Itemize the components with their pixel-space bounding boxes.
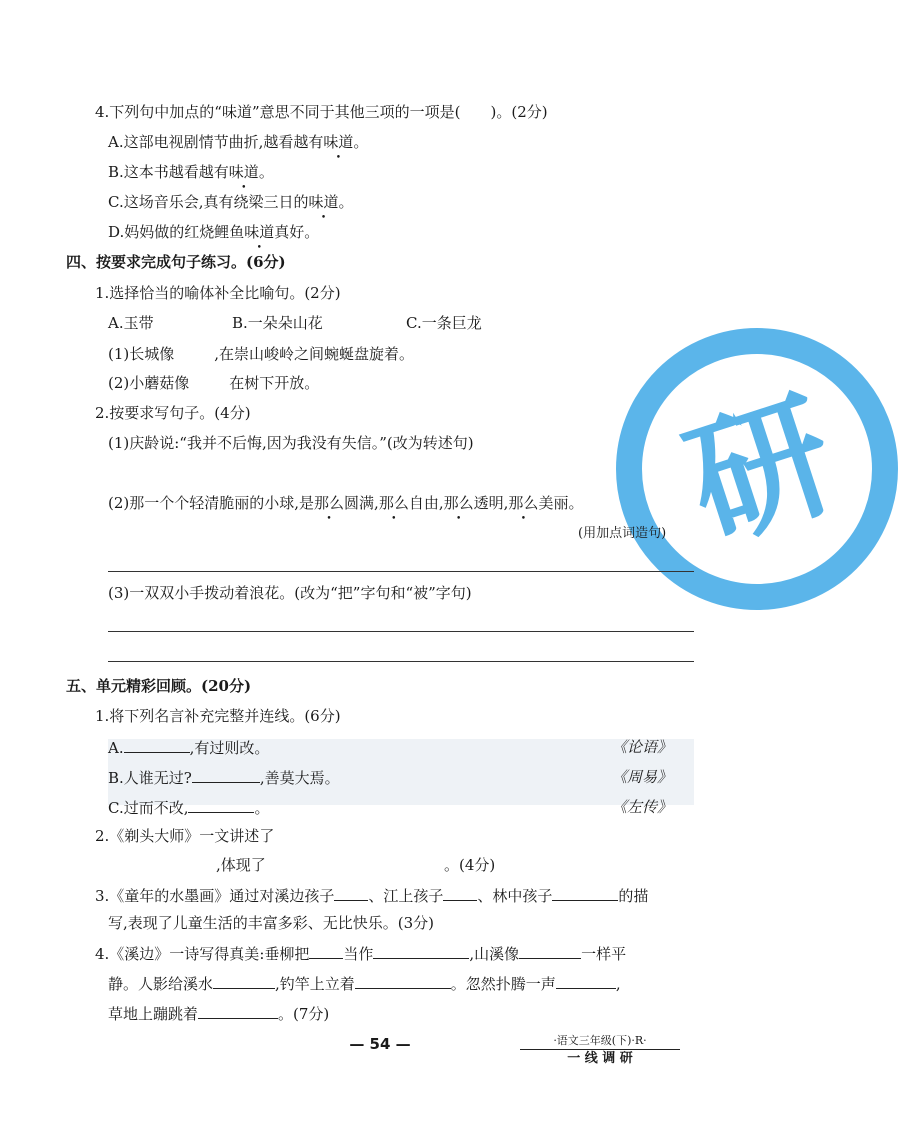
section-4-title: 四、按要求完成句子练习。(6分) bbox=[66, 253, 286, 271]
q4-option-c[interactable]: C.这场音乐会,真有绕梁三日的味道。 bbox=[108, 193, 354, 211]
s5-q3-line-1: 3.《童年的水墨画》通过对溪边孩子 、江上孩子 、林中孩子 的描 bbox=[95, 887, 649, 905]
s5-q4-blank-5[interactable] bbox=[355, 973, 451, 989]
footer-grade: ·语文三年级(下)·R· bbox=[520, 1033, 680, 1050]
quote-blank-b[interactable] bbox=[192, 767, 260, 783]
s5-q2-middle: ,体现了 bbox=[216, 856, 266, 874]
quote-blank-c[interactable] bbox=[188, 797, 254, 813]
answer-line-3[interactable] bbox=[108, 631, 694, 632]
s4-q1-option-c: C.一条巨龙 bbox=[406, 314, 482, 332]
page-number: — 54 — bbox=[349, 1035, 411, 1053]
s4-q1-sentence-1: (1)长城像 ,在崇山峻岭之间蜿蜒盘旋着。 bbox=[108, 345, 415, 363]
s5-q3-blank-3[interactable] bbox=[552, 885, 618, 901]
s4-q2-note: (用加点词造句) bbox=[578, 526, 667, 541]
s4-q2-sentence-1: (1)庆龄说:“我并不后悔,因为我没有失信。”(改为转述句) bbox=[108, 434, 474, 452]
answer-line-4[interactable] bbox=[108, 661, 694, 662]
s5-q2-end: 。(4分) bbox=[444, 856, 496, 874]
quote-blank-a[interactable] bbox=[124, 737, 190, 753]
quote-row-c: C.过而不改, 。 bbox=[108, 799, 270, 817]
s5-q4-blank-4[interactable] bbox=[213, 973, 275, 989]
s4-q1-blank-1[interactable] bbox=[174, 344, 214, 359]
watermark-char: 研 bbox=[669, 372, 853, 571]
s5-q3-line-2: 写,表现了儿童生活的丰富多彩、无比快乐。(3分) bbox=[108, 914, 435, 932]
s5-q4-blank-2[interactable] bbox=[373, 943, 469, 959]
s5-q2-line-1: 2.《剃头大师》一文讲述了 bbox=[95, 827, 275, 845]
quote-source-a[interactable]: 《论语》 bbox=[612, 738, 673, 756]
section-5-title: 五、单元精彩回顾。(20分) bbox=[66, 677, 252, 695]
s4-q1-stem: 1.选择恰当的喻体补全比喻句。(2分) bbox=[95, 284, 341, 302]
s5-q4-line-1: 4.《溪边》一诗写得真美:垂柳把 当作 ,山溪像 一样平 bbox=[95, 945, 627, 963]
q4-stem: 4.下列句中加点的“味道”意思不同于其他三项的一项是( )。(2分) bbox=[95, 103, 548, 121]
quote-source-c[interactable]: 《左传》 bbox=[612, 798, 673, 816]
s5-q4-blank-6[interactable] bbox=[556, 973, 616, 989]
footer-brand: 一 线 调 研 bbox=[567, 1051, 633, 1066]
q4-option-a[interactable]: A.这部电视剧情节曲折,越看越有味道。 bbox=[108, 133, 369, 151]
q4-option-d[interactable]: D.妈妈做的红烧鲤鱼味道真好。 bbox=[108, 223, 320, 241]
s5-q4-blank-3[interactable] bbox=[519, 943, 581, 959]
s4-q1-blank-2[interactable] bbox=[189, 373, 229, 388]
s4-q2-stem: 2.按要求写句子。(4分) bbox=[95, 404, 251, 422]
s5-q4-blank-7[interactable] bbox=[198, 1003, 278, 1019]
quote-source-b[interactable]: 《周易》 bbox=[612, 768, 673, 786]
s5-q4-line-3: 草地上蹦跳着 。(7分) bbox=[108, 1005, 330, 1023]
s5-q3-blank-1[interactable] bbox=[334, 885, 368, 901]
s5-q4-blank-1[interactable] bbox=[309, 943, 343, 959]
answer-line-2[interactable] bbox=[108, 571, 694, 572]
quote-row-b: B.人谁无过? ,善莫大焉。 bbox=[108, 769, 340, 787]
s4-q2-sentence-3: (3)一双双小手拨动着浪花。(改为“把”字句和“被”字句) bbox=[108, 584, 472, 602]
s4-q1-option-b: B.一朵朵山花 bbox=[232, 314, 323, 332]
s5-q1-stem: 1.将下列名言补充完整并连线。(6分) bbox=[95, 707, 341, 725]
s5-q3-blank-2[interactable] bbox=[443, 885, 477, 901]
s4-q1-sentence-2: (2)小蘑菇像 在树下开放。 bbox=[108, 374, 320, 392]
s5-q4-line-2: 静。人影给溪水 ,钓竿上立着 。忽然扑腾一声 , bbox=[108, 975, 621, 993]
q4-option-b[interactable]: B.这本书越看越有味道。 bbox=[108, 163, 274, 181]
s4-q1-option-a: A.玉带 bbox=[108, 314, 154, 332]
quote-row-a: A. ,有过则改。 bbox=[108, 739, 270, 757]
s4-q2-sentence-2: (2)那一个个轻清脆丽的小球,是那么圆满,那么自由,那么透明,那么美丽。 bbox=[108, 494, 584, 512]
